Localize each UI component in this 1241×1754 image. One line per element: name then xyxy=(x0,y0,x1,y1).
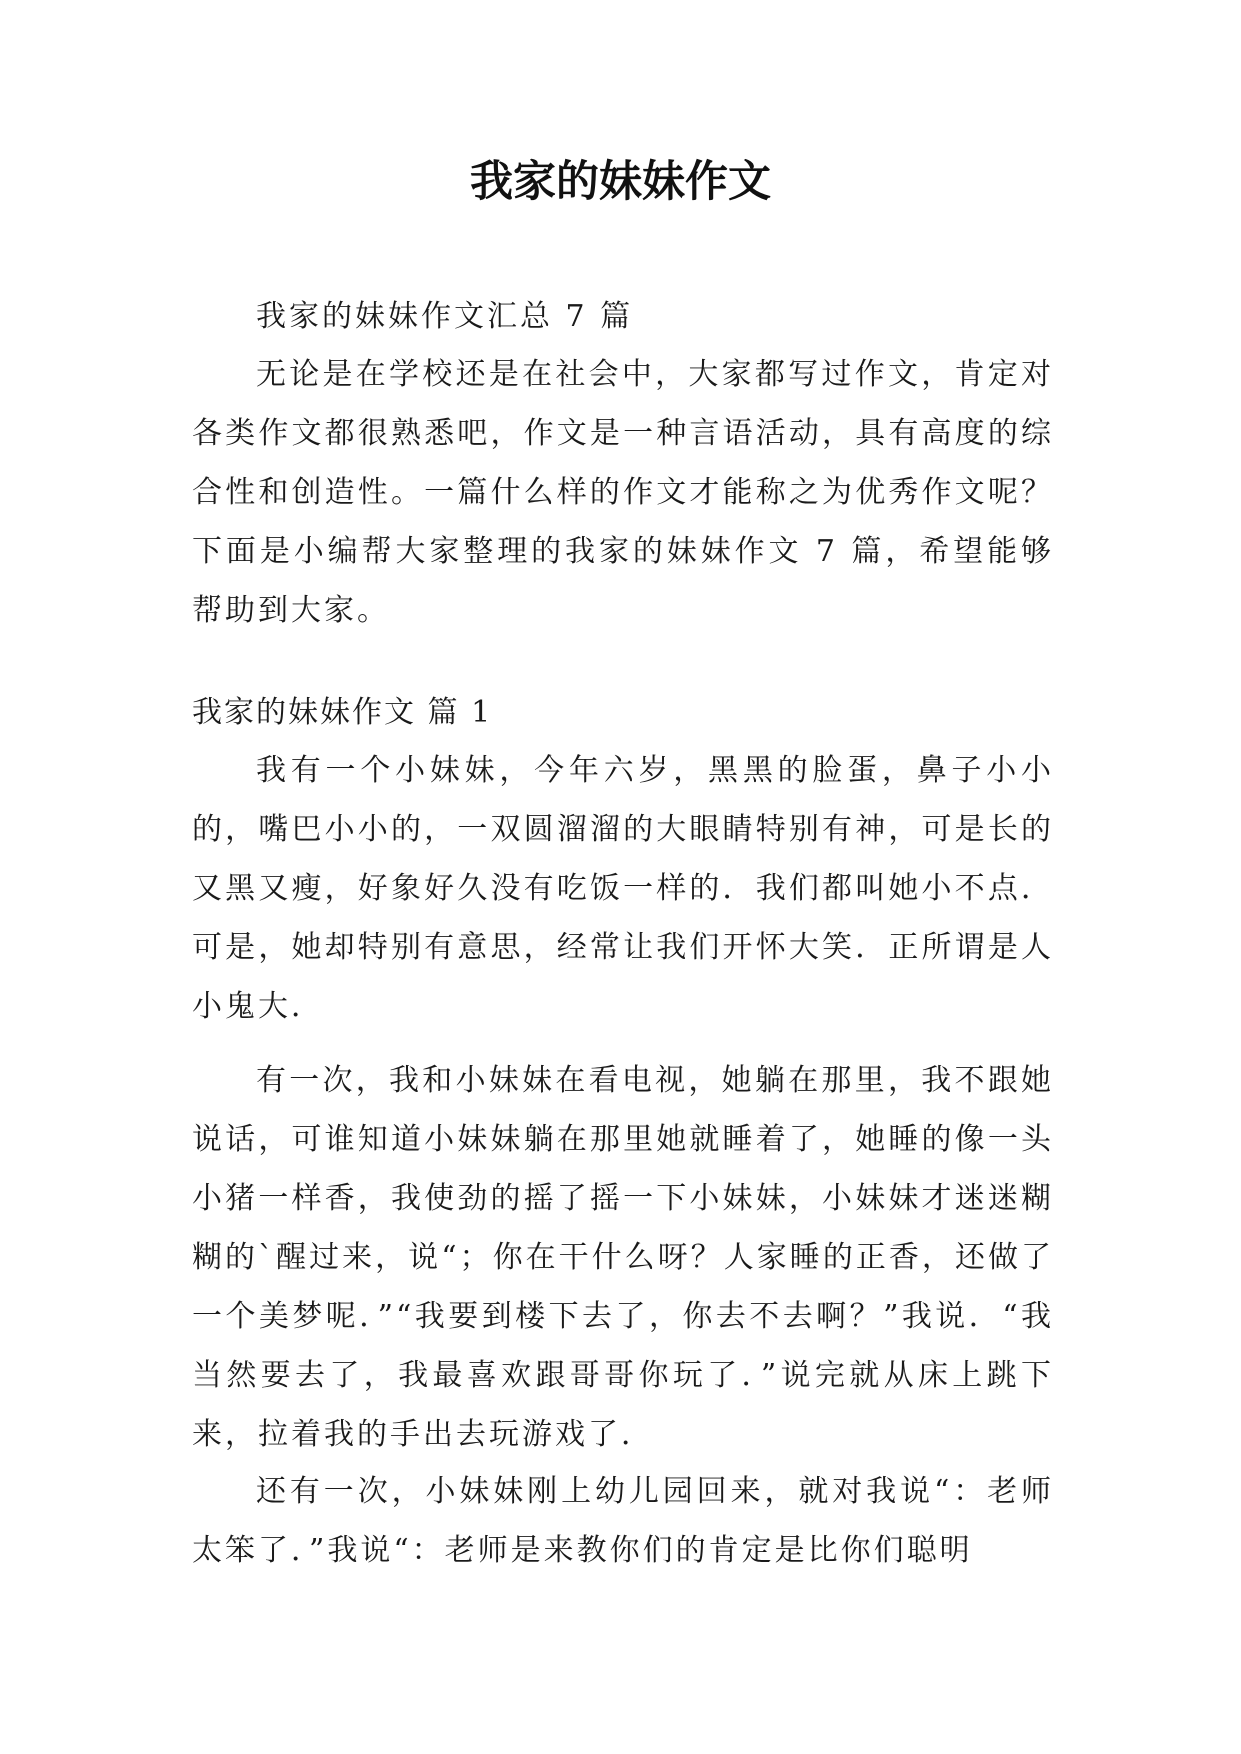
document-title: 我家的妹妹作文 xyxy=(470,157,771,207)
essay-paragraph: 有一次，我和小妹妹在看电视，她躺在那里，我不跟她说话，可谁知道小妹妹躺在那里她就睡着了，她睡的像一头小猪一样香，我使劲的摇了摇一下小妹妹，小妹妹才迷迷糊糊的`醒过来，说“；你在干什么呀？人家睡的正香，还做了一个美梦呢．”“我要到楼下去了，你去不去啊？”我说．“我当然要去了，我最喜欢跟哥哥你玩了．”说完就从床上跳下来，拉着我的手出去玩游戏了． xyxy=(192,1063,1054,1452)
essay-paragraph: 还有一次，小妹妹刚上幼儿园回来，就对我说“：老师太笨了．”我说“：老师是来教你们的肯定是比你们聪明 xyxy=(192,1474,1054,1568)
essay-paragraph: 我有一个小妹妹，今年六岁，黑黑的脸蛋，鼻子小小的，嘴巴小小的，一双圆溜溜的大眼睛特别有神，可是长的又黑又瘦，好象好久没有吃饭一样的．我们都叫她小不点．可是，她却特别有意思，经常让我们开怀大笑．正所谓是人小鬼大． xyxy=(192,753,1054,1024)
intro-paragraph: 无论是在学校还是在社会中，大家都写过作文，肯定对各类作文都很熟悉吧，作文是一种言语活动，具有高度的综合性和创造性。一篇什么样的作文才能称之为优秀作文呢？下面是小编帮大家整理的我家的妹妹作文 7 篇，希望能够帮助到大家。 xyxy=(192,357,1054,628)
section-heading: 我家的妹妹作文 篇 1 xyxy=(192,695,493,730)
summary-line: 我家的妹妹作文汇总 7 篇 xyxy=(256,299,634,334)
